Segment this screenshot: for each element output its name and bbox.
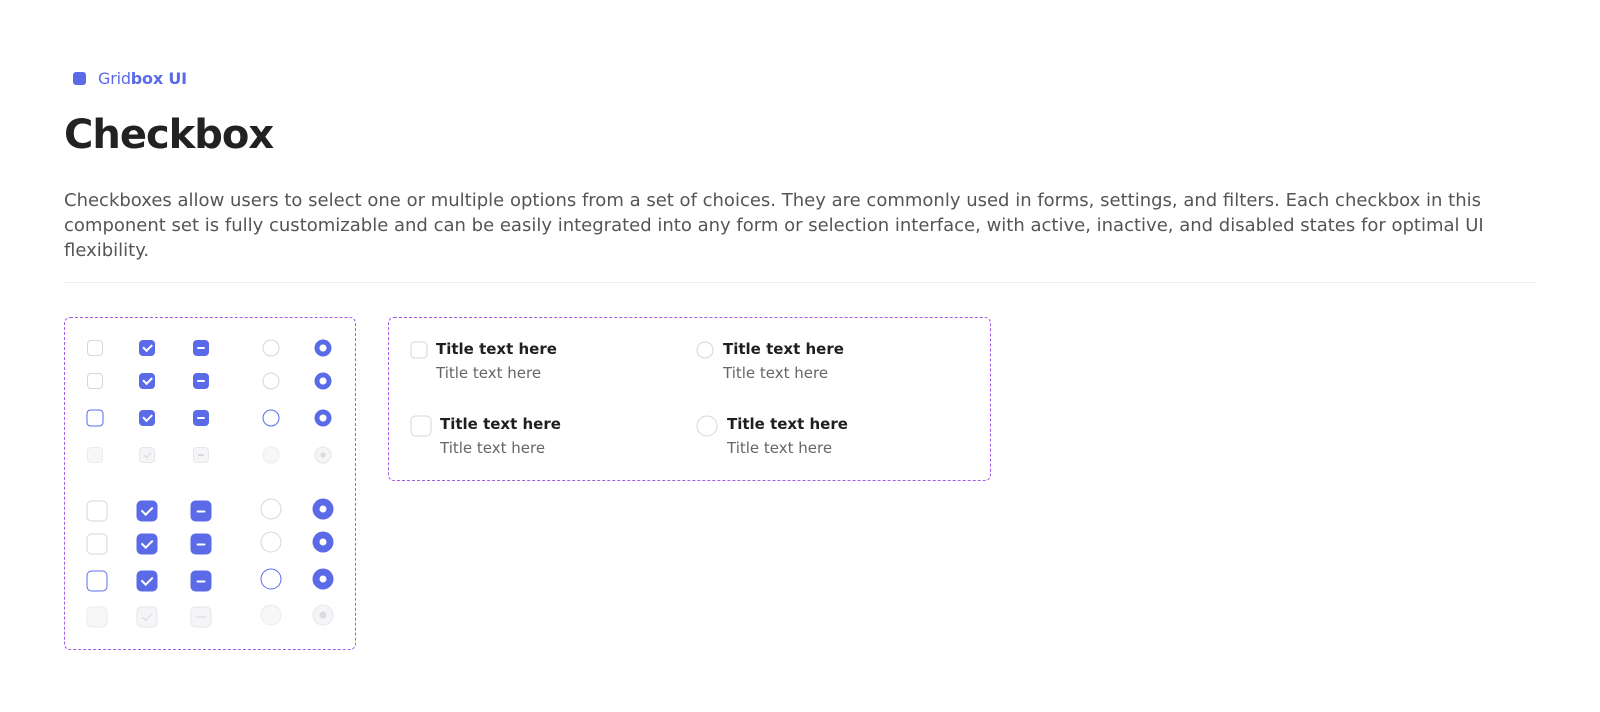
check-icon (142, 412, 152, 422)
checkbox-large-hover[interactable] (87, 534, 108, 555)
radio-small-selected-focus[interactable] (315, 410, 332, 427)
radio-large-hover[interactable] (261, 532, 282, 553)
check-icon (141, 574, 153, 586)
radio-large-selected[interactable] (313, 499, 334, 520)
minus-icon (197, 380, 204, 382)
checkbox-small-checked-disabled (139, 447, 155, 463)
radio-large-focus[interactable] (261, 569, 282, 590)
label-item-checkbox-large[interactable] (411, 416, 432, 437)
item-subtitle: Title text here (727, 439, 833, 457)
label-item-radio-large[interactable] (697, 416, 718, 437)
check-icon (143, 450, 151, 458)
check-icon (141, 504, 153, 516)
radio-small-selected-hover[interactable] (315, 373, 332, 390)
checkbox-large-indeterminate[interactable] (191, 501, 212, 522)
checkbox-small-indeterminate-hover[interactable] (193, 373, 209, 389)
item-title: Title text here (723, 340, 844, 358)
checkbox-small-indeterminate-disabled (193, 447, 209, 463)
checkbox-small-hover[interactable] (87, 373, 103, 389)
checkbox-large-checked[interactable] (137, 501, 158, 522)
divider (64, 282, 1537, 283)
radio-large-disabled (261, 605, 282, 626)
radio-large-selected-disabled (313, 605, 334, 626)
square-icon (64, 63, 94, 93)
radio-dot-icon (319, 575, 327, 583)
item-subtitle: Title text here (723, 364, 829, 382)
radio-small-selected[interactable] (315, 340, 332, 357)
radio-large-selected-hover[interactable] (313, 532, 334, 553)
checkbox-large-indeterminate-focus[interactable] (191, 571, 212, 592)
radio-small-disabled (263, 447, 280, 464)
label-item-checkbox-small[interactable] (411, 342, 428, 359)
radio-small-hover[interactable] (263, 373, 280, 390)
checkbox-small-disabled (87, 447, 103, 463)
radio-large-selected-focus[interactable] (313, 569, 334, 590)
states-grid-frame (64, 317, 356, 650)
brand-name (98, 69, 187, 88)
radio-dot-icon (319, 538, 327, 546)
radio-small-focus[interactable] (263, 410, 280, 427)
checkbox-large-disabled (87, 607, 108, 628)
brand-logo (64, 62, 187, 94)
minus-icon (196, 510, 205, 512)
check-icon (141, 537, 153, 549)
radio-dot-icon (320, 452, 326, 458)
brand-name-part2: box UI (130, 68, 187, 88)
checkbox-large-default[interactable] (87, 501, 108, 522)
item-title: Title text here (727, 415, 848, 433)
item-subtitle: Title text here (440, 439, 546, 457)
radio-dot-icon (319, 505, 327, 513)
checkbox-small-focus[interactable] (87, 410, 104, 427)
checkbox-small-checked-focus[interactable] (139, 410, 155, 426)
checkbox-large-focus[interactable] (87, 571, 108, 592)
item-title: Title text here (436, 340, 557, 358)
minus-icon (197, 616, 205, 618)
radio-small-selected-disabled (315, 447, 332, 464)
checkbox-large-indeterminate-hover[interactable] (191, 534, 212, 555)
minus-icon (196, 543, 205, 545)
checkbox-large-checked-hover[interactable] (137, 534, 158, 555)
item-title: Title text here (440, 415, 561, 433)
checkbox-large-indeterminate-disabled (191, 607, 212, 628)
radio-dot-icon (320, 378, 326, 384)
radio-dot-icon (320, 415, 326, 421)
checkbox-large-checked-focus[interactable] (137, 571, 158, 592)
item-subtitle: Title text here (436, 364, 542, 382)
page-title: Checkbox (64, 112, 274, 158)
radio-dot-icon (320, 345, 326, 351)
minus-icon (197, 347, 204, 349)
label-item-radio-small[interactable] (697, 342, 714, 359)
checkbox-small-indeterminate-focus[interactable] (193, 410, 209, 426)
checkbox-small-indeterminate[interactable] (193, 340, 209, 356)
minus-icon (196, 580, 205, 582)
check-icon (142, 375, 152, 385)
check-icon (142, 611, 152, 621)
radio-large-default[interactable] (261, 499, 282, 520)
radio-small-default[interactable] (263, 340, 280, 357)
radio-dot-icon (319, 611, 326, 618)
minus-icon (198, 454, 204, 456)
brand-name-part1: Grid (98, 68, 131, 88)
checkbox-small-default[interactable] (87, 340, 103, 356)
checkbox-small-checked[interactable] (139, 340, 155, 356)
checkbox-small-checked-hover[interactable] (139, 373, 155, 389)
checkbox-large-checked-disabled (137, 607, 158, 628)
minus-icon (197, 417, 204, 419)
page-description: Checkboxes allow users to select one or multiple options from a set of choices. They are commonly used in forms, settings, and filters. Each checkbox in this component set is fully customizable and can be easily integrated into any form or selection interface, with active, inactive, and disabled states for optimal UI flexibility. (64, 190, 1484, 261)
check-icon (142, 342, 152, 352)
